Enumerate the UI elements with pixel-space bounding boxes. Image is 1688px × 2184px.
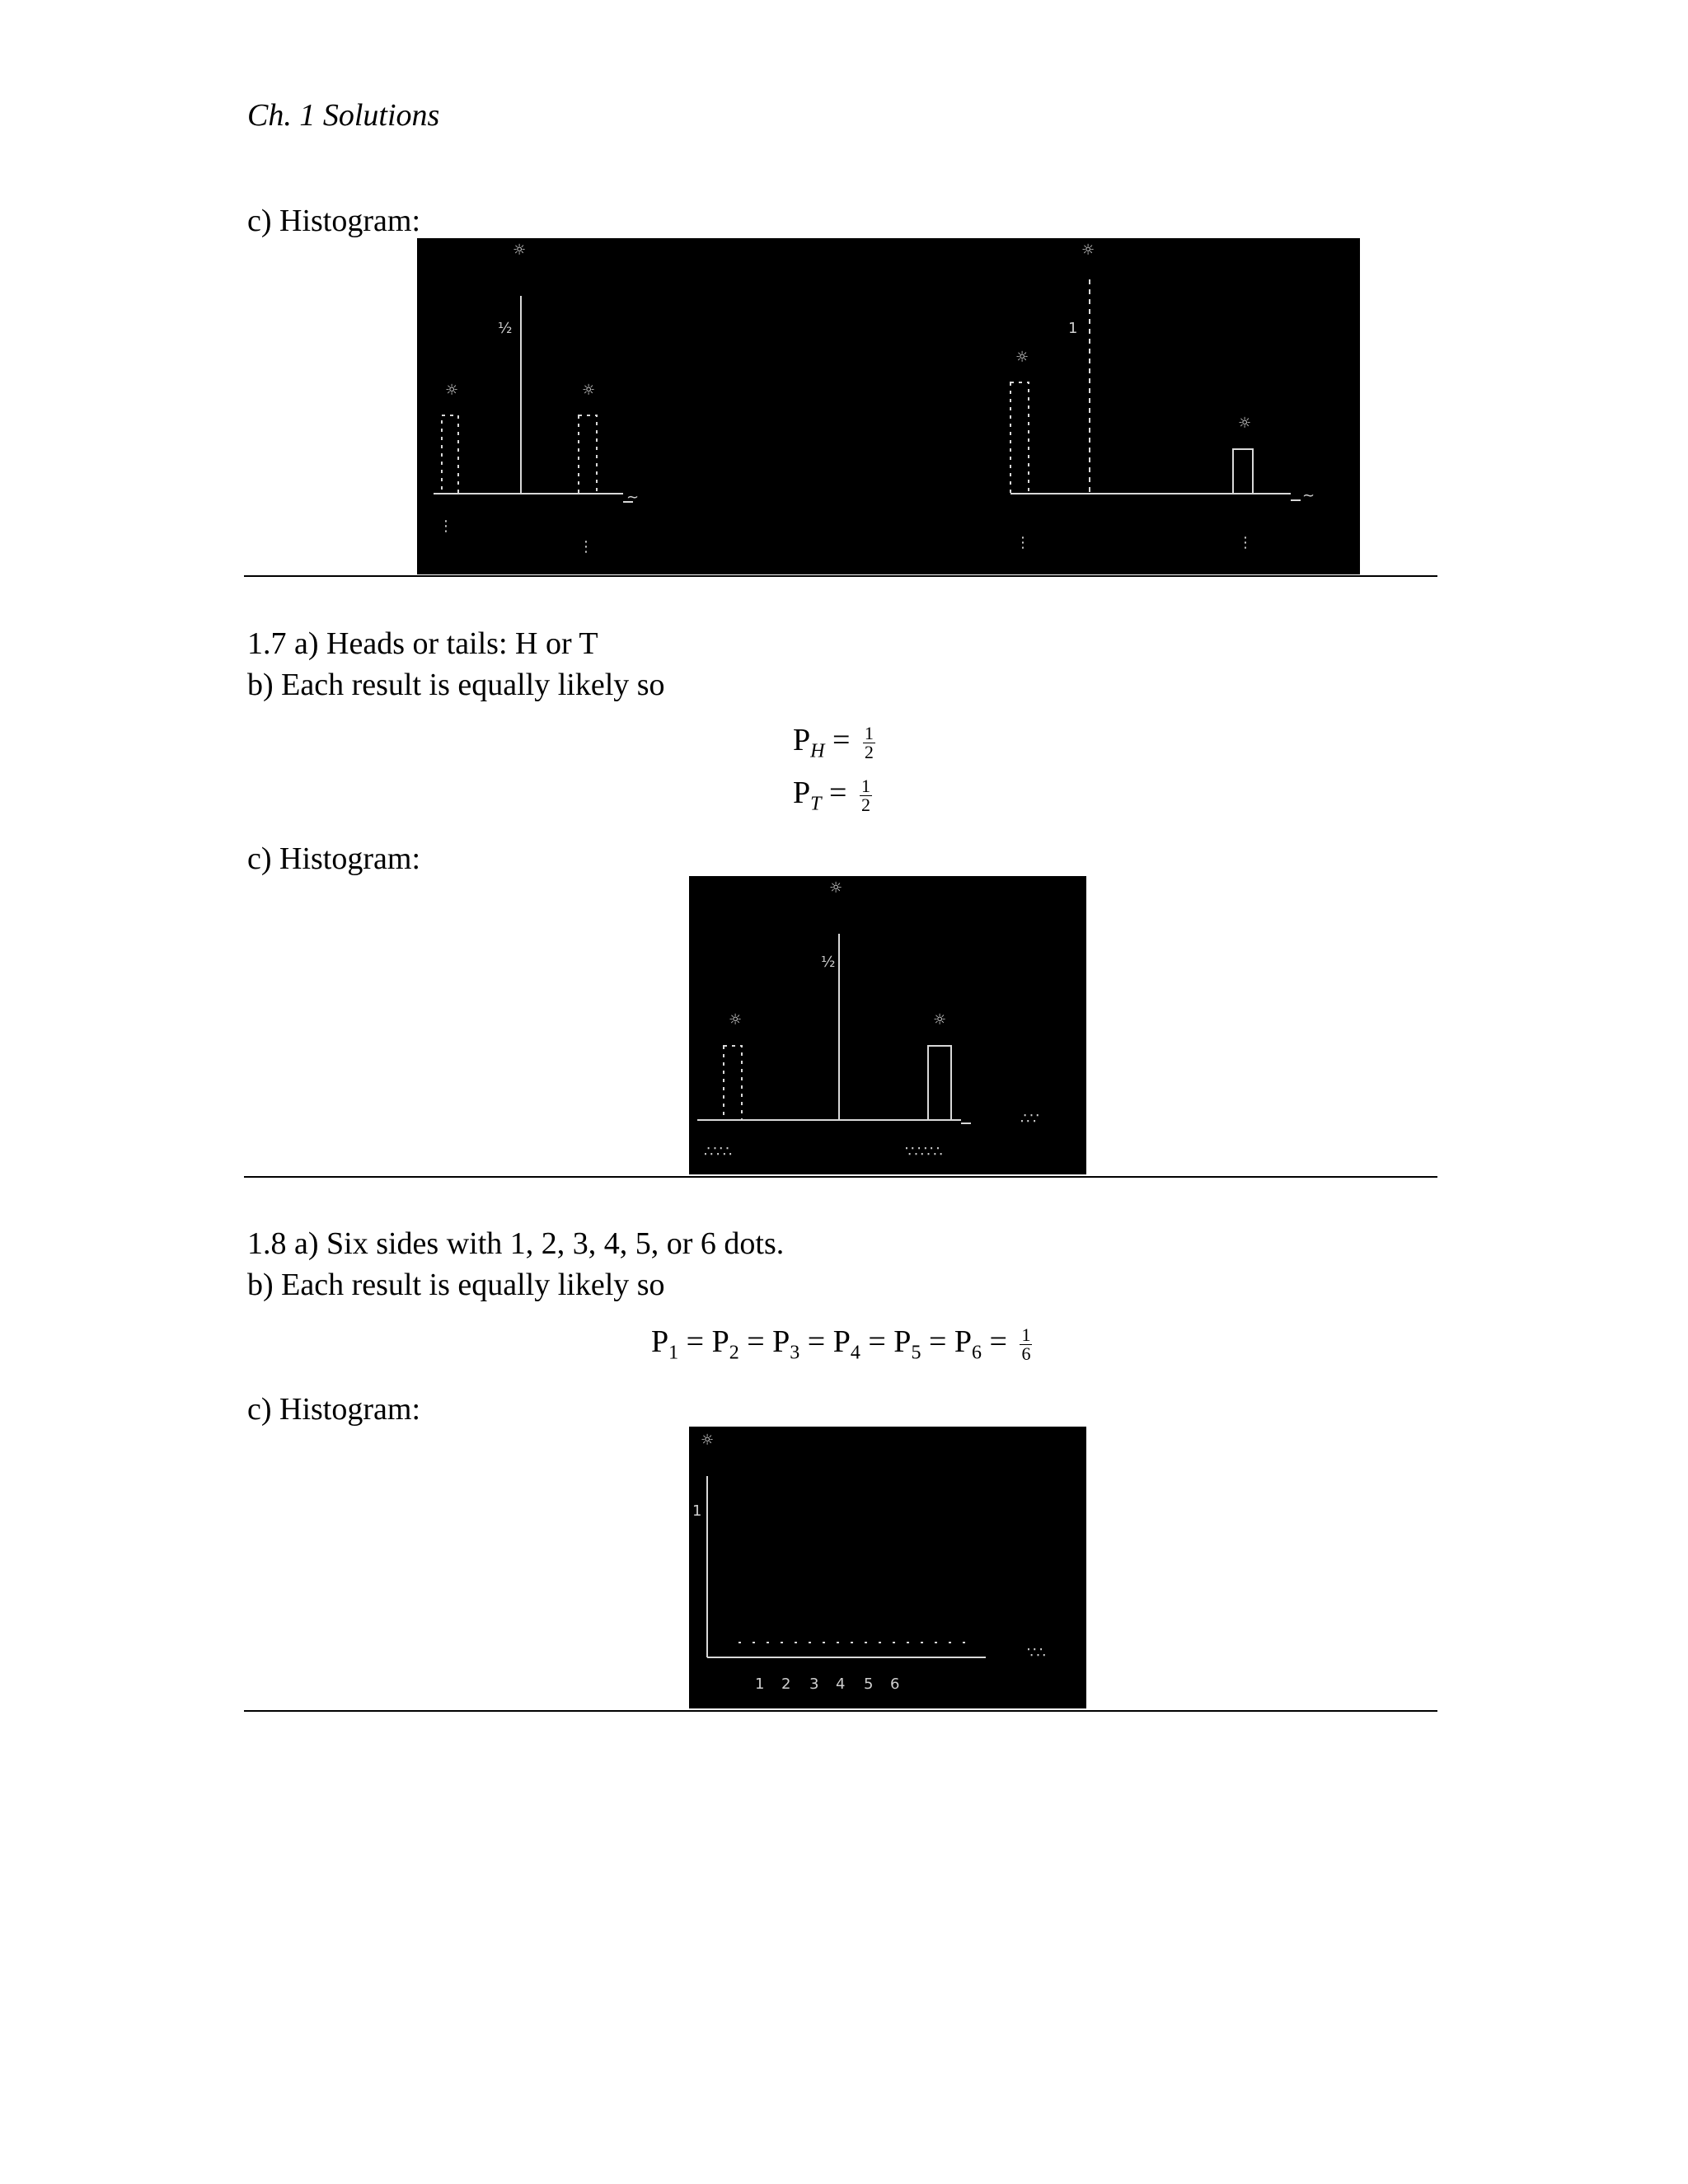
prev-part-c-label: c) Histogram: [247, 204, 421, 238]
svg-text:6: 6 [890, 1675, 900, 1693]
eq-p-tails-equals: = [829, 776, 847, 810]
svg-text:∼: ∼ [1302, 487, 1315, 504]
dice-histogram-sketch [689, 1427, 1086, 1708]
svg-text:☼: ☼ [701, 1432, 715, 1449]
prob-1-8-part-c: c) Histogram: [247, 1392, 421, 1427]
svg-text:☼: ☼ [933, 1011, 947, 1029]
svg-text:4: 4 [836, 1675, 846, 1693]
prob-1-7-part-b: b) Each result is equally likely so [247, 668, 665, 702]
svg-text:∴∵∴: ∴∵∴ [704, 1143, 733, 1160]
svg-text:1: 1 [755, 1675, 765, 1693]
svg-text:☼: ☼ [1081, 241, 1095, 259]
eq-dice-num: 1 [1021, 1324, 1031, 1345]
dice-histogram-figure [689, 1427, 1086, 1708]
eq-p-heads-fraction [863, 724, 875, 762]
eq-dice-den: 6 [1021, 1343, 1031, 1364]
svg-text:⋮: ⋮ [579, 538, 593, 555]
svg-text:☼: ☼ [829, 879, 843, 897]
eq-p-tails-sub: T [810, 793, 822, 815]
page-header: Ch. 1 Solutions [247, 98, 440, 133]
svg-text:∼: ∼ [626, 489, 640, 506]
eq-dice-sub-4: 4 [850, 1342, 860, 1364]
eq-dice-sub-6: 6 [972, 1342, 982, 1364]
svg-text:☼: ☼ [513, 241, 527, 259]
svg-text:☼: ☼ [582, 382, 596, 399]
equation-p-tails [793, 775, 872, 816]
eq-p-tails-lhs: P [793, 776, 811, 810]
section-divider-1 [244, 575, 1437, 577]
svg-text:½: ½ [821, 954, 836, 971]
eq-p-heads-equals: = [832, 723, 851, 757]
eq-dice-sub-1: 1 [668, 1342, 679, 1364]
coin-histogram-figure [689, 876, 1086, 1174]
section-divider-2 [244, 1176, 1437, 1178]
svg-text:2: 2 [781, 1675, 791, 1693]
svg-text:1: 1 [1068, 320, 1078, 337]
eq-dice-sub-2: 2 [729, 1342, 739, 1364]
prob-1-7-part-c: c) Histogram: [247, 841, 421, 876]
svg-text:1: 1 [692, 1502, 702, 1520]
prob-1-8-part-a: 1.8 a) Six sides with 1, 2, 3, 4, 5, or 6 dots. [247, 1226, 785, 1261]
eq-dice-sub-5: 5 [911, 1342, 921, 1364]
svg-text:⋮: ⋮ [438, 518, 453, 535]
eq-p-tails-den: 2 [860, 794, 870, 815]
svg-text:⋮: ⋮ [1238, 534, 1253, 551]
eq-p-tails-num: 1 [860, 775, 870, 796]
prev-histogram-figure [417, 238, 1360, 574]
svg-text:☼: ☼ [1238, 415, 1252, 432]
prob-1-8-part-b: b) Each result is equally likely so [247, 1268, 665, 1302]
svg-text:∵∴: ∵∴ [1027, 1644, 1046, 1661]
svg-text:3: 3 [809, 1675, 819, 1693]
svg-text:5: 5 [864, 1675, 874, 1693]
svg-text:☼: ☼ [729, 1011, 743, 1029]
svg-text:∴∵: ∴∵ [1020, 1110, 1039, 1127]
section-divider-3 [244, 1710, 1437, 1712]
svg-text:∵∴∵∴: ∵∴∵∴ [905, 1143, 943, 1160]
eq-p-heads-lhs: P [793, 723, 811, 757]
eq-p-heads-num: 1 [864, 722, 874, 743]
prob-1-7-part-a: 1.7 a) Heads or tails: H or T [247, 626, 598, 661]
svg-text:½: ½ [498, 320, 513, 337]
prev-histogram-sketch [417, 238, 1360, 574]
coin-histogram-sketch [689, 876, 1086, 1174]
eq-dice-fraction [1020, 1326, 1032, 1363]
equation-p-heads [793, 722, 875, 763]
svg-text:☼: ☼ [1015, 349, 1029, 366]
eq-p-tails-fraction [860, 777, 872, 814]
eq-dice-sub-3: 3 [790, 1342, 800, 1364]
eq-p-heads-den: 2 [864, 741, 874, 762]
equation-dice-equal-probabilities: $P_1 = P_2 = P_3 = P_4 = P_5 = P_6$ = $\frac{1}{6}$ [651, 1324, 1031, 1364]
svg-text:☼: ☼ [445, 382, 459, 399]
eq-p-heads-sub: H [810, 740, 825, 762]
svg-text:⋮: ⋮ [1015, 534, 1030, 551]
